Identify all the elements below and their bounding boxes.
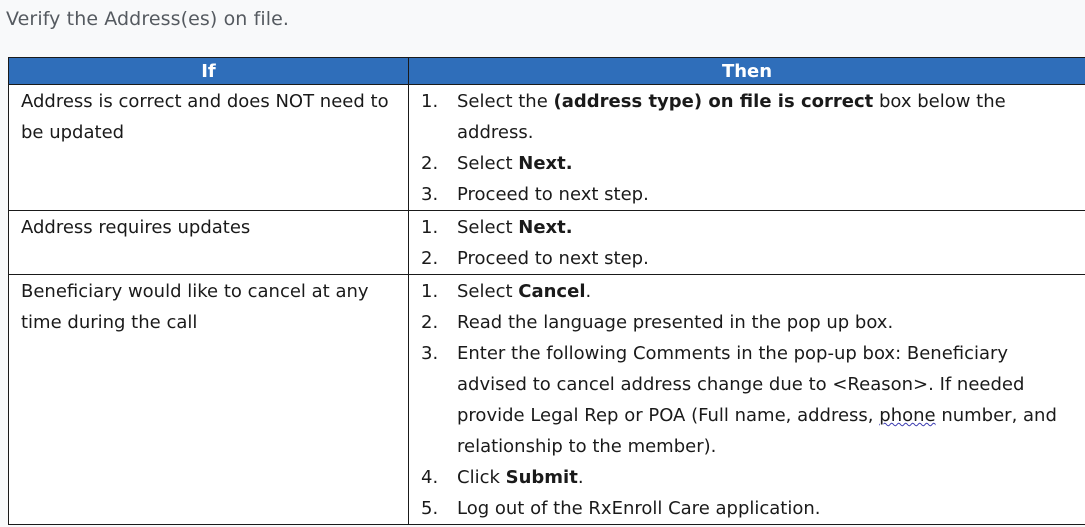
- if-then-table: [8, 57, 1085, 525]
- list-item: [421, 307, 1077, 338]
- list-item: [421, 243, 1077, 274]
- step-number: 5.: [421, 498, 439, 519]
- list-item: [421, 338, 1077, 462]
- step-number: 1.: [421, 91, 439, 112]
- step-underlined-text: phone: [879, 405, 936, 426]
- step-bold-text: (address type) on file is correct: [553, 91, 874, 112]
- step-bold-text: Next.: [518, 217, 573, 238]
- table-row: [9, 85, 1085, 211]
- step-number: 1.: [421, 281, 439, 302]
- steps-list: [421, 212, 1077, 274]
- step-number: 2.: [421, 153, 439, 174]
- then-cell: [409, 211, 1085, 275]
- step-number: 4.: [421, 467, 439, 488]
- if-cell: Address requires updates: [9, 211, 409, 275]
- steps-list: [421, 86, 1077, 210]
- step-text: Select: [457, 281, 519, 302]
- list-item: [421, 179, 1077, 210]
- step-number: 2.: [421, 248, 439, 269]
- step-text: number, and relationship to the member).: [457, 405, 1057, 457]
- table-row: [9, 275, 1085, 525]
- step-text: Read the language presented in the pop up box.: [457, 312, 894, 333]
- step-text: Proceed to next step.: [457, 248, 649, 269]
- step-text: box below the address.: [457, 91, 1006, 143]
- step-text: Select: [457, 217, 519, 238]
- header-if: If: [9, 58, 409, 85]
- then-cell: [409, 275, 1085, 525]
- intro-text: Verify the Address(es) on file.: [6, 8, 290, 30]
- then-cell: [409, 85, 1085, 211]
- list-item: [421, 148, 1077, 179]
- step-number: 2.: [421, 312, 439, 333]
- step-text: .: [585, 281, 592, 302]
- step-text: Proceed to next step.: [457, 184, 649, 205]
- list-item: [421, 276, 1077, 307]
- step-bold-text: Submit: [505, 467, 578, 488]
- step-text: Enter the following Comments in the pop-up box: Beneficiary advised to cancel address change due to <Reason>. If needed provide Legal Rep or POA (Full name, address,: [457, 343, 1025, 426]
- if-cell: Address is correct and does NOT need to be updated: [9, 85, 409, 211]
- step-number: 3.: [421, 184, 439, 205]
- list-item: [421, 86, 1077, 148]
- step-text: .: [577, 467, 584, 488]
- list-item: [421, 493, 1077, 524]
- table-header-row: [9, 58, 1085, 85]
- steps-list: [421, 276, 1077, 524]
- step-number: 1.: [421, 217, 439, 238]
- step-number: 3.: [421, 343, 439, 364]
- step-text: Log out of the RxEnroll Care application.: [457, 498, 821, 519]
- if-cell: Beneficiary would like to cancel at any time during the call: [9, 275, 409, 525]
- step-bold-text: Cancel: [518, 281, 586, 302]
- step-bold-text: Next.: [518, 153, 573, 174]
- table-row: [9, 211, 1085, 275]
- header-then: Then: [409, 58, 1085, 85]
- step-text: Click: [457, 467, 506, 488]
- step-text: Select: [457, 153, 519, 174]
- list-item: [421, 462, 1077, 493]
- list-item: [421, 212, 1077, 243]
- step-text: Select the: [457, 91, 554, 112]
